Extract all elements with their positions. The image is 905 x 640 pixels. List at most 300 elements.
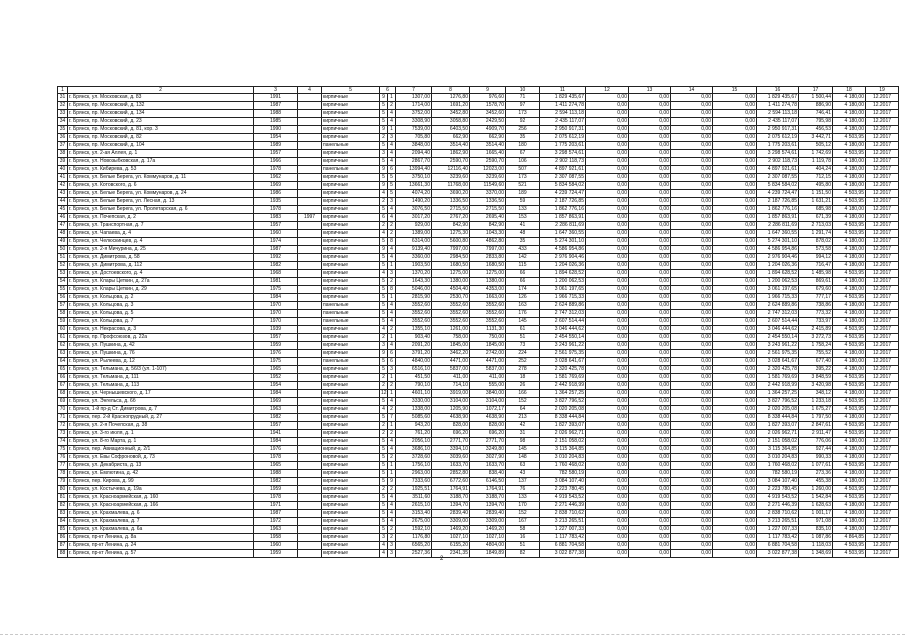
table-cell: 12.2017: [866, 422, 899, 430]
address-cell: г. Брянск, 1-й пр-д Ст. Димитрова, д. 7: [68, 406, 254, 414]
address-cell: г. Брянск, ул. Чернышевского, д. 17: [68, 390, 254, 398]
table-cell: 0,00: [586, 550, 629, 558]
table-cell: 52: [58, 262, 68, 270]
table-cell: 0,00: [629, 366, 671, 374]
table-cell: кирпичные: [322, 414, 380, 422]
column-header: 9: [470, 87, 506, 94]
table-cell: [298, 366, 322, 374]
table-cell: 0,00: [713, 102, 757, 110]
table-cell: 677,40: [799, 358, 833, 366]
table-cell: 82: [506, 550, 540, 558]
table-cell: 0,00: [629, 222, 671, 230]
table-cell: 8 338 444,84: [540, 414, 586, 422]
address-cell: г. Брянск, ул. 2-ая Аллея, д. 1: [68, 150, 254, 158]
table-cell: 1991: [254, 94, 298, 102]
table-cell: 4 503,95: [833, 230, 866, 238]
table-cell: кирпичные: [322, 398, 380, 406]
table-cell: 174: [506, 286, 540, 294]
table-cell: 1 760 468,02: [540, 462, 586, 470]
table-cell: 0,00: [629, 550, 671, 558]
table-row: [58, 262, 899, 270]
table-cell: кирпичные: [322, 238, 380, 246]
address-cell: г. Брянск, ул. Рылеева, д. 12: [68, 358, 254, 366]
table-cell: 4 180,00: [833, 414, 866, 422]
table-cell: 1969: [254, 182, 298, 190]
table-cell: 4 586 954,86: [540, 246, 586, 254]
table-cell: 4 503,95: [833, 270, 866, 278]
table-cell: 1985: [254, 118, 298, 126]
table-cell: 1680,50: [470, 262, 506, 270]
register-table-sheet: [57, 86, 892, 558]
table-cell: 3370,00: [470, 190, 506, 198]
table-cell: кирпичные: [322, 334, 380, 342]
table-cell: 5: [380, 398, 388, 406]
column-header: 14: [671, 87, 713, 94]
table-cell: 3462,20: [432, 350, 470, 358]
table-cell: 0,00: [629, 238, 671, 246]
table-cell: 0,00: [629, 190, 671, 198]
table-cell: 0,00: [713, 382, 757, 390]
table-cell: 4909,70: [470, 126, 506, 134]
table-cell: 73: [506, 342, 540, 350]
table-cell: [298, 230, 322, 238]
table-cell: 1 204 026,36: [757, 262, 799, 270]
table-cell: 8: [388, 238, 396, 246]
table-cell: 1 364 257,25: [540, 390, 586, 398]
table-cell: кирпичные: [322, 118, 380, 126]
table-row: [58, 166, 899, 174]
table-cell: 0,00: [586, 254, 629, 262]
table-cell: 71: [506, 94, 540, 102]
table-row: [58, 158, 899, 166]
table-cell: 0,00: [713, 342, 757, 350]
table-cell: 994,12: [799, 254, 833, 262]
table-cell: 0,00: [629, 94, 671, 102]
table-cell: 0,00: [671, 470, 713, 478]
table-cell: 0,00: [713, 518, 757, 526]
table-cell: 0,00: [586, 118, 629, 126]
table-cell: 3552,60: [396, 310, 432, 318]
table-cell: 2 271 446,39: [757, 502, 799, 510]
table-cell: 4601,10: [396, 390, 432, 398]
table-cell: 2 415,89: [799, 326, 833, 334]
table-cell: 4 503,95: [833, 542, 866, 550]
table-cell: 0,00: [629, 526, 671, 534]
table-cell: 1941: [254, 430, 298, 438]
address-cell: г. Брянск, ул. Клары Цеткин, д. 29: [68, 286, 254, 294]
table-cell: 166: [506, 390, 540, 398]
table-cell: 2: [380, 374, 388, 382]
table-cell: 1663,00: [470, 294, 506, 302]
table-cell: 12.2017: [866, 142, 899, 150]
table-cell: [298, 150, 322, 158]
table-cell: 42: [506, 422, 540, 430]
table-cell: 3 046 444,62: [757, 326, 799, 334]
table-cell: кирпичные: [322, 550, 380, 558]
address-cell: г. Брянск, ул. Тельмана, д. 113: [68, 382, 254, 390]
table-cell: 3728,60: [396, 454, 432, 462]
table-cell: 2: [388, 326, 396, 334]
table-cell: 4 919 543,52: [757, 494, 799, 502]
table-cell: 12.2017: [866, 438, 899, 446]
table-cell: 2: [388, 486, 396, 494]
table-cell: кирпичные: [322, 150, 380, 158]
table-cell: 1 077,61: [799, 462, 833, 470]
table-cell: 0,00: [713, 446, 757, 454]
table-row: [58, 230, 899, 238]
table-cell: 4 503,95: [833, 222, 866, 230]
table-cell: 3552,60: [432, 310, 470, 318]
table-cell: 26: [506, 382, 540, 390]
table-cell: 4: [388, 118, 396, 126]
table-cell: 0,00: [586, 270, 629, 278]
table-cell: 1 675,27: [799, 406, 833, 414]
table-cell: 714,10: [432, 382, 470, 390]
table-cell: 0,00: [713, 206, 757, 214]
table-cell: 0,00: [671, 398, 713, 406]
table-cell: 0,00: [586, 262, 629, 270]
table-cell: 44: [58, 198, 68, 206]
table-row: [58, 494, 899, 502]
table-cell: 12.2017: [866, 502, 899, 510]
table-cell: 4 180,00: [833, 238, 866, 246]
table-cell: 0,00: [713, 142, 757, 150]
table-cell: 0,00: [713, 198, 757, 206]
table-cell: 4804,00: [470, 542, 506, 550]
table-cell: 1 260,00: [799, 486, 833, 494]
table-cell: 0,00: [629, 310, 671, 318]
table-cell: 31: [58, 94, 68, 102]
table-cell: 58: [58, 310, 68, 318]
table-cell: 1355,10: [396, 326, 432, 334]
table-cell: 0,00: [629, 142, 671, 150]
table-cell: 12.2017: [866, 150, 899, 158]
table-cell: 0,00: [586, 182, 629, 190]
table-cell: 2 838 710,62: [757, 510, 799, 518]
table-cell: 5: [380, 278, 388, 286]
table-cell: 9: [380, 126, 388, 134]
table-cell: 1958: [254, 534, 298, 542]
table-cell: 0,00: [671, 262, 713, 270]
table-cell: 555,00: [470, 382, 506, 390]
table-cell: панельные: [322, 358, 380, 366]
table-cell: 0,00: [629, 326, 671, 334]
table-cell: 76: [506, 486, 540, 494]
table-cell: 2 747 312,03: [757, 310, 799, 318]
table-cell: 61: [58, 334, 68, 342]
table-cell: 2 320 425,78: [757, 366, 799, 374]
table-cell: 0,00: [671, 102, 713, 110]
table-cell: 1: [388, 470, 396, 478]
table-cell: 3514,40: [432, 142, 470, 150]
table-cell: 5: [380, 286, 388, 294]
table-cell: 5: [380, 102, 388, 110]
table-cell: 0,00: [671, 150, 713, 158]
table-cell: 12.2017: [866, 206, 899, 214]
table-cell: 3848,00: [396, 142, 432, 150]
table-cell: 0,00: [671, 254, 713, 262]
table-cell: 0,00: [629, 390, 671, 398]
table-cell: 76: [58, 454, 68, 462]
table-row: [58, 534, 899, 542]
table-cell: 1: [388, 334, 396, 342]
table-cell: 878,02: [799, 238, 833, 246]
table-cell: 4 180,00: [833, 310, 866, 318]
table-cell: 4 503,95: [833, 422, 866, 430]
address-cell: г. Брянск, ул. Белые Берега, ул. Пролетарская, д. 6: [68, 206, 254, 214]
table-cell: 0,00: [713, 502, 757, 510]
table-cell: 79: [58, 478, 68, 486]
address-cell: г. Брянск, ул. Достоевского, д. 4: [68, 270, 254, 278]
table-cell: 2590,70: [432, 158, 470, 166]
table-cell: 12.2017: [866, 278, 899, 286]
table-cell: 0,00: [586, 494, 629, 502]
table-cell: [298, 310, 322, 318]
table-cell: 9: [380, 246, 388, 254]
table-cell: кирпичные: [322, 470, 380, 478]
table-cell: 903,40: [396, 334, 432, 342]
table-cell: 0,00: [671, 374, 713, 382]
table-row: [58, 342, 899, 350]
table-cell: 0,00: [586, 534, 629, 542]
address-cell: г. Брянск, пр-кт Ленина, д. 8а: [68, 534, 254, 542]
table-cell: 5: [380, 502, 388, 510]
table-cell: 1969: [254, 398, 298, 406]
table-cell: 189: [506, 190, 540, 198]
table-cell: 705,80: [396, 134, 432, 142]
table-cell: 0,00: [713, 302, 757, 310]
table-cell: 3: [380, 534, 388, 542]
table-cell: 12.2017: [866, 174, 899, 182]
table-cell: кирпичные: [322, 342, 380, 350]
table-cell: 2 454 550,14: [757, 334, 799, 342]
table-cell: 2: [380, 198, 388, 206]
table-cell: 12023,00: [470, 166, 506, 174]
table-cell: 1975: [254, 358, 298, 366]
table-cell: 411,00: [432, 374, 470, 382]
table-cell: панельные: [322, 310, 380, 318]
table-cell: 56: [58, 294, 68, 302]
table-cell: 4471,00: [432, 358, 470, 366]
table-cell: 12.2017: [866, 238, 899, 246]
table-cell: 1974: [254, 238, 298, 246]
table-cell: 3: [380, 342, 388, 350]
table-cell: 7997,00: [432, 246, 470, 254]
table-cell: 3 010 204,83: [757, 454, 799, 462]
address-cell: г. Брянск, ул. Красноармейская, д. 160: [68, 494, 254, 502]
table-cell: 505,12: [799, 142, 833, 150]
address-cell: г. Брянск, пр. Московский, д. 134: [68, 110, 254, 118]
table-cell: 3: [388, 198, 396, 206]
table-cell: 0,00: [671, 430, 713, 438]
table-cell: 1 760 468,02: [757, 462, 799, 470]
table-cell: 0,00: [671, 126, 713, 134]
table-cell: 0,00: [629, 198, 671, 206]
table-cell: 0,00: [671, 510, 713, 518]
table-cell: 0,00: [713, 326, 757, 334]
table-cell: 0,00: [629, 110, 671, 118]
table-cell: 12.2017: [866, 286, 899, 294]
table-cell: 662,90: [432, 134, 470, 142]
table-cell: 0,00: [586, 222, 629, 230]
table-cell: 2 442 918,99: [540, 382, 586, 390]
table-cell: 31: [506, 430, 540, 438]
table-cell: 0,00: [713, 174, 757, 182]
column-header: 19: [866, 87, 899, 94]
table-cell: 5: [380, 518, 388, 526]
address-cell: г. Брянск, пер. 2-й Краснопрудный, д. 27: [68, 414, 254, 422]
address-cell: г. Брянск, пр. Московский, д. 104: [68, 142, 254, 150]
table-cell: 106: [506, 158, 540, 166]
table-cell: 1 827 393,07: [540, 422, 586, 430]
table-cell: 5 834 584,02: [540, 182, 586, 190]
table-cell: 1984: [254, 294, 298, 302]
table-cell: 685,98: [799, 206, 833, 214]
table-cell: 0,00: [629, 254, 671, 262]
table-cell: 1963: [254, 526, 298, 534]
table-cell: 51: [58, 254, 68, 262]
table-cell: 4 180,00: [833, 446, 866, 454]
table-row: [58, 470, 899, 478]
table-cell: 1960: [254, 542, 298, 550]
table-cell: 0,00: [713, 526, 757, 534]
table-cell: 1: [388, 462, 396, 470]
table-cell: 12.2017: [866, 222, 899, 230]
table-cell: 0,00: [629, 294, 671, 302]
table-cell: 0,00: [586, 502, 629, 510]
table-cell: 2839,40: [432, 510, 470, 518]
table-cell: 4: [388, 158, 396, 166]
table-row: [58, 366, 899, 374]
table-cell: [298, 518, 322, 526]
table-cell: 1 775 203,61: [757, 142, 799, 150]
table-cell: 777,17: [799, 294, 833, 302]
table-cell: 0,00: [629, 438, 671, 446]
table-cell: 1714,00: [396, 102, 432, 110]
table-cell: 1592,10: [396, 526, 432, 534]
table-cell: 77: [58, 462, 68, 470]
table-cell: 0,00: [629, 166, 671, 174]
address-cell: г. Брянск, ул. Некрасова, д. 3: [68, 326, 254, 334]
table-cell: 5: [380, 526, 388, 534]
table-cell: 0,00: [586, 326, 629, 334]
table-cell: 12.2017: [866, 350, 899, 358]
table-cell: 153: [506, 214, 540, 222]
table-cell: 0,00: [586, 382, 629, 390]
address-cell: г. Брянск, пр. Профсоюзов, д. 22а: [68, 334, 254, 342]
table-cell: кирпичные: [322, 534, 380, 542]
table-cell: 12.2017: [866, 166, 899, 174]
table-cell: 0,00: [671, 142, 713, 150]
table-cell: 0,00: [629, 150, 671, 158]
table-cell: 86: [58, 534, 68, 542]
table-cell: 6516,10: [396, 366, 432, 374]
table-cell: 1 829 435,67: [540, 94, 586, 102]
table-cell: [298, 430, 322, 438]
table-cell: 4 180,00: [833, 502, 866, 510]
table-cell: 395,22: [799, 366, 833, 374]
table-cell: 3360,00: [396, 254, 432, 262]
table-row: [58, 446, 899, 454]
table-cell: 4 180,00: [833, 262, 866, 270]
table-cell: 12.2017: [866, 102, 899, 110]
table-cell: 929,00: [396, 222, 432, 230]
table-cell: кирпичные: [322, 462, 380, 470]
table-row: [58, 358, 899, 366]
table-cell: 521: [506, 182, 540, 190]
table-cell: 0,00: [713, 510, 757, 518]
column-header: 7: [396, 87, 432, 94]
table-cell: 1205,90: [432, 406, 470, 414]
table-cell: 6 881 704,58: [540, 542, 586, 550]
table-cell: 0,00: [713, 462, 757, 470]
address-cell: г. Брянск, ул. Емлютина, д. 42: [68, 470, 254, 478]
table-cell: 3552,60: [470, 302, 506, 310]
table-cell: 4: [388, 110, 396, 118]
table-cell: кирпичные: [322, 182, 380, 190]
table-cell: 3452,80: [432, 110, 470, 118]
table-cell: 886,90: [799, 102, 833, 110]
table-cell: 2: [388, 222, 396, 230]
table-cell: 5: [380, 470, 388, 478]
table-cell: 4471,00: [470, 358, 506, 366]
table-cell: 45: [58, 206, 68, 214]
table-cell: 0,00: [713, 366, 757, 374]
table-cell: 55: [58, 286, 68, 294]
table-cell: 2 594 113,18: [540, 110, 586, 118]
table-cell: 8 338 444,84: [757, 414, 799, 422]
table-cell: 738,86: [799, 302, 833, 310]
table-cell: 2 307 087,55: [540, 174, 586, 182]
table-cell: 0,00: [586, 278, 629, 286]
table-cell: 1 894 628,52: [540, 270, 586, 278]
table-cell: 0,00: [713, 238, 757, 246]
table-cell: 0,00: [713, 318, 757, 326]
table-cell: 0,00: [586, 302, 629, 310]
table-cell: 2590,70: [470, 158, 506, 166]
table-cell: 51: [506, 542, 540, 550]
table-cell: 4 180,00: [833, 158, 866, 166]
table-cell: 4: [380, 326, 388, 334]
table-cell: 4 180,00: [833, 246, 866, 254]
table-cell: 4 503,95: [833, 374, 866, 382]
table-cell: 0,00: [586, 390, 629, 398]
table-cell: 1981: [254, 278, 298, 286]
table-cell: 1027,10: [470, 534, 506, 542]
table-row: [58, 270, 899, 278]
table-cell: 1 119,78: [799, 158, 833, 166]
table-cell: 1: [388, 422, 396, 430]
table-cell: 3330,00: [396, 398, 432, 406]
table-cell: 2615,10: [396, 502, 432, 510]
table-cell: 12.2017: [866, 246, 899, 254]
address-cell: г. Брянск, ул. Крахмалева, д. 6а: [68, 526, 254, 534]
table-cell: [298, 158, 322, 166]
column-header: 12: [586, 87, 629, 94]
address-cell: г. Брянск, ул. Московская, д. 83: [68, 94, 254, 102]
table-cell: 12.2017: [866, 494, 899, 502]
table-cell: 1959: [254, 550, 298, 558]
table-cell: 0,00: [586, 134, 629, 142]
address-cell: г. Брянск, пр-кт Ленина, д. 24: [68, 542, 254, 550]
table-cell: кирпичные: [322, 518, 380, 526]
table-cell: 1 117 783,42: [757, 534, 799, 542]
table-cell: 1966: [254, 158, 298, 166]
table-cell: 12.2017: [866, 342, 899, 350]
table-cell: 5: [380, 118, 388, 126]
table-cell: кирпичные: [322, 478, 380, 486]
table-cell: 1 647 360,55: [540, 230, 586, 238]
